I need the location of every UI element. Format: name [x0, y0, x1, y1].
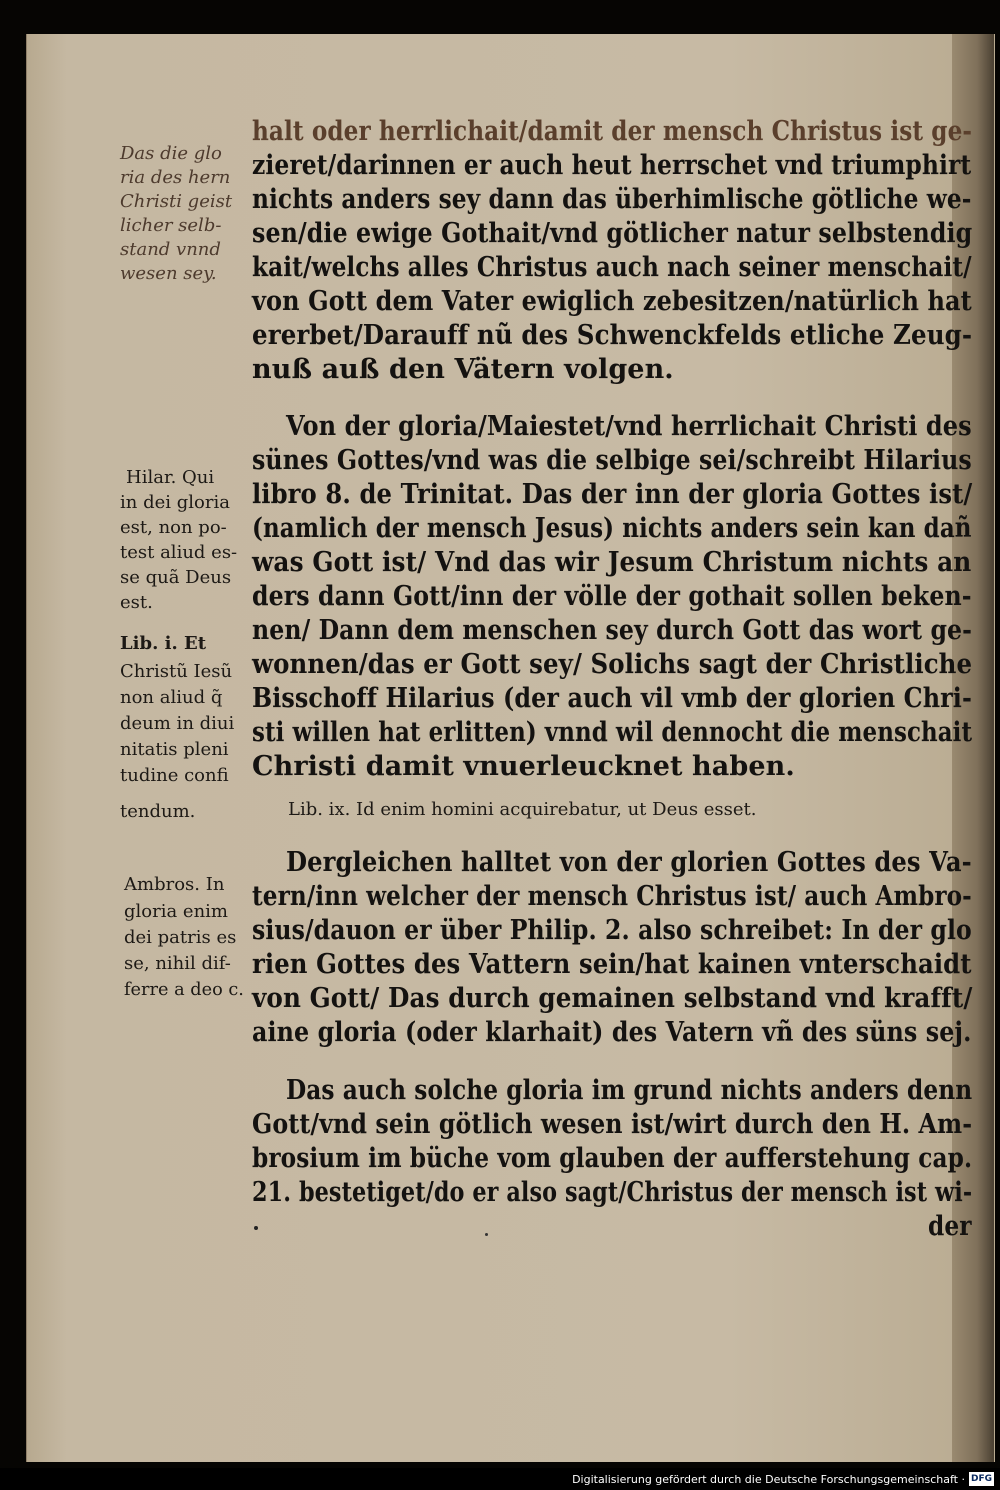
margin-note: Lib. i. Et	[120, 633, 207, 654]
margin-note: Christũ Iesũ	[120, 661, 233, 682]
text-line: Bisschoff Hilarius (der auch vil vmb der glorien Chri-	[252, 683, 972, 714]
margin-note: tudine confi	[120, 765, 229, 786]
text-line: sünes Gottes/vnd was die selbige sei/schreibt Hilarius	[252, 445, 972, 476]
margin-note: se quã Deus	[120, 567, 232, 588]
text-line: aine gloria (oder klarhait) des Vatern vñ des süns sej.	[252, 1017, 972, 1048]
text-line: libro 8. de Trinitat. Das der inn der gloria Gottes ist/	[252, 479, 973, 510]
text-line: von Gott dem Vater ewiglich zebesitzen/natürlich hat	[252, 286, 972, 317]
text-line: nichts anders sey dann das überhimlische götliche we-	[252, 184, 972, 215]
text-line: Das auch solche gloria im grund nichts anders denn	[286, 1075, 973, 1106]
margin-note: se, nihil dif-	[124, 953, 231, 974]
text-line: ererbet/Darauff nũ des Schwenckfelds etliche Zeug-	[252, 320, 973, 351]
text-line: von Gott/ Das durch gemainen selbstand vnd krafft/	[252, 983, 973, 1014]
margin-note: in dei gloria	[120, 492, 230, 513]
footer-credit: Digitalisierung gefördert durch die Deutsche Forschungsgemeinschaft ·	[572, 1472, 965, 1486]
margin-note: est, non po-	[120, 517, 227, 538]
text-line: kait/welchs alles Christus auch nach seiner menschait/	[252, 252, 972, 283]
text-line: Christi damit vnuerleucknet haben.	[252, 751, 795, 782]
margin-note: Christi geist	[120, 191, 233, 212]
text-line: sti willen hat erlitten) vnnd wil dennocht die menschait	[252, 717, 973, 748]
text-line: zieret/darinnen er auch heut herrschet vnd triumphirt	[252, 150, 972, 181]
latin-quote: Lib. ix. Id enim homini acquirebatur, ut Deus esset.	[288, 799, 757, 820]
margin-note: test aliud es-	[120, 542, 238, 563]
dfg-logo: DFG	[970, 1474, 992, 1484]
margin-note: Hilar. Qui	[126, 467, 215, 488]
text-line: rien Gottes des Vattern sein/hat kainen vnterschaidt	[252, 949, 972, 980]
margin-note: wesen sey.	[120, 263, 217, 284]
text-line: halt oder herrlichait/damit der mensch Christus ist ge-	[252, 116, 973, 147]
text-line: Von der gloria/Maiestet/vnd herrlichait Christi des	[286, 411, 972, 442]
text-line: brosium im büche vom glauben der aufferstehung cap.	[252, 1143, 973, 1174]
margin-note: licher selb-	[120, 215, 222, 236]
ink-speck	[254, 1226, 258, 1230]
text-line: sen/die ewige Gothait/vnd götlicher natur selbstendig	[252, 218, 973, 249]
text-line: Gott/vnd sein götlich wesen ist/wirt durch den H. Am-	[252, 1109, 973, 1140]
text-line: Dergleichen halltet von der glorien Gottes des Va-	[286, 847, 972, 878]
catchword: der	[928, 1211, 972, 1242]
text-line: 21. bestetiget/do er also sagt/Christus der mensch ist wi-	[252, 1177, 973, 1208]
margin-note: ferre a deo c.	[124, 979, 244, 1000]
text-line: was Gott ist/ Vnd das wir Jesum Christum nichts an	[252, 547, 972, 578]
margin-note: Das die glo	[120, 143, 222, 164]
margin-note: deum in diui	[120, 713, 235, 734]
margin-note: dei patris es	[124, 927, 237, 948]
margin-note: non aliud q̃	[120, 687, 223, 708]
text-line: nuß auß den Vätern volgen.	[252, 354, 674, 385]
margin-note: tendum.	[120, 801, 196, 822]
text-line: tern/inn welcher der mensch Christus ist/ auch Ambro-	[252, 881, 972, 912]
text-line: ders dann Gott/inn der völle der gothait sollen beken-	[252, 581, 972, 612]
margin-note: est.	[120, 592, 153, 613]
text-line: sius/dauon er über Philip. 2. also schreibet: In der glo	[252, 915, 972, 946]
text-line: nen/ Dann dem menschen sey durch Gott das wort ge-	[252, 615, 973, 646]
margin-note: ria des hern	[120, 167, 231, 188]
margin-note: gloria enim	[124, 901, 229, 922]
ink-speck	[485, 1233, 488, 1236]
digitization-footer	[572, 1470, 994, 1488]
margin-note: Ambros. In	[124, 874, 225, 895]
margin-note: nitatis pleni	[120, 739, 229, 760]
text-line: (namlich der mensch Jesus) nichts anders sein kan dañ	[252, 513, 972, 544]
margin-note: stand vnnd	[120, 239, 221, 260]
text-line: wonnen/das er Gott sey/ Solichs sagt der Christliche	[252, 649, 973, 680]
